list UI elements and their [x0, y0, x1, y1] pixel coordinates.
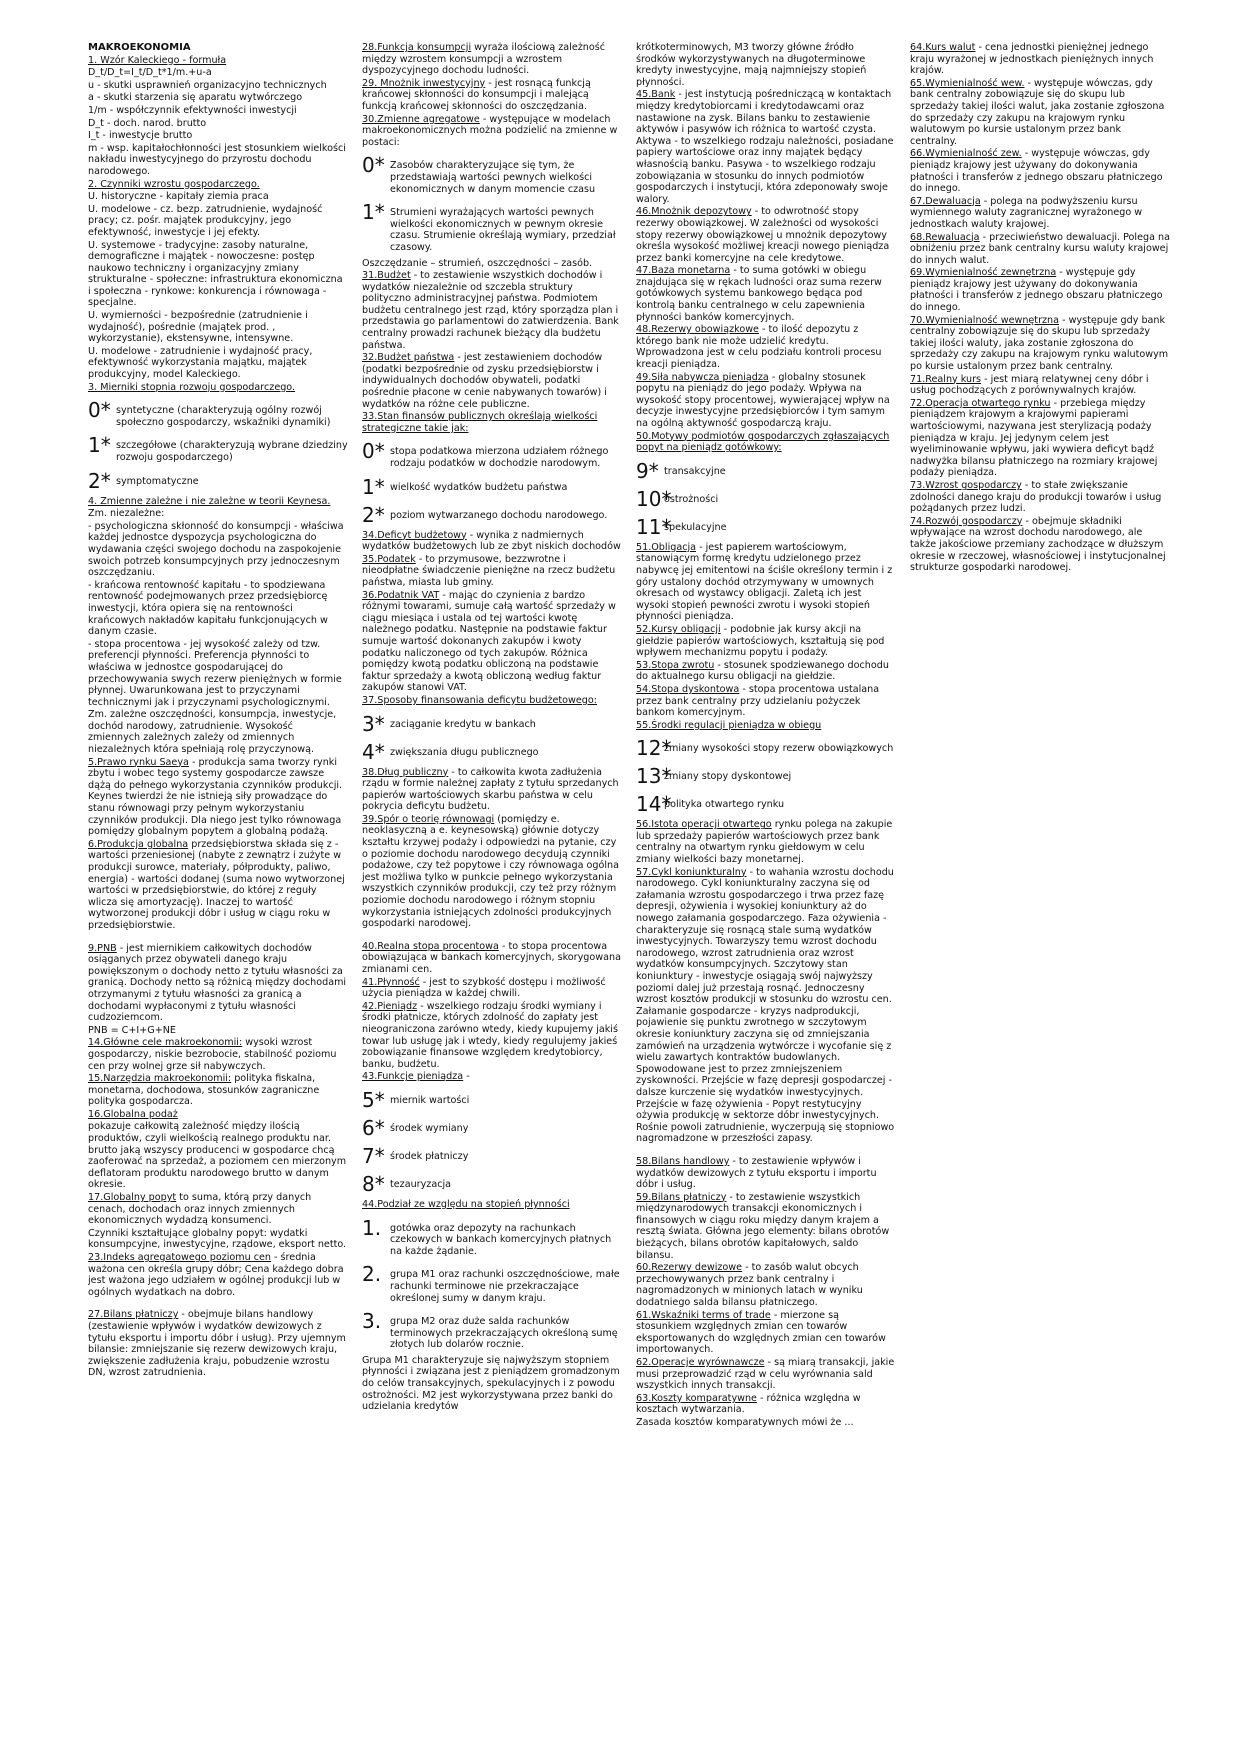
paragraph: [636, 324, 896, 370]
paragraph-text: - to stopa procentowa obowiązująca w bankach komercyjnych, skorygowana zmianami cen.: [362, 940, 621, 975]
enumerated-item: [88, 434, 348, 463]
section-heading: 65.Wymienialność wew.: [910, 77, 1025, 89]
section-heading: 32.Budżet państwa: [362, 352, 455, 364]
enumerated-item-text: Strumieni wyrażających wartości pewnych wielkości ekonomicznych w pewnym okresie czasu. Strumienie określają wymiary, przedział czasowy.: [390, 207, 616, 253]
enumerated-item: [362, 1173, 622, 1195]
enumerated-item-text: ostrożności: [664, 493, 719, 505]
paragraph-text: - to ilość depozytu z którego bank nie może udzielić kredytu. Wprowadzona jest w celu podziału kontroli procesu kreacji pieniądza.: [636, 324, 882, 371]
section-heading: 5.Prawo rynku Saeya: [88, 756, 189, 768]
paragraph: [88, 240, 348, 310]
paragraph-text: u - skutki usprawnień organizacyjno technicznych: [88, 79, 327, 91]
enumeration-marker: 1*: [362, 474, 385, 499]
enumeration-marker: 5*: [362, 1087, 385, 1112]
section-heading: 62.Operacje wyrównawcze: [636, 1357, 765, 1368]
paragraph: [362, 411, 622, 434]
column-3: [636, 42, 896, 1734]
enumeration-marker: 3*: [362, 711, 385, 736]
section-heading: 34.Deficyt budżetowy: [362, 529, 467, 541]
enumeration-marker: 6*: [362, 1115, 385, 1140]
enumerated-item-text: grupa M1 oraz rachunki oszczędnościowe, małe rachunki terminowe nie przekraczające określonej sumy w danym kraju.: [390, 1269, 620, 1304]
enumeration-marker: 0*: [362, 153, 385, 178]
paragraph: [636, 1192, 896, 1262]
paragraph: [88, 639, 348, 709]
paragraph-text: - to zestawienie wszystkich dochodów i wydatków niezależnie od szczebla struktury polityczno administracyjnej państwa. Podmiotem budżetu centralnego jest rząd, który sporządza plan i przedstawia go parlamentowi do zatwierdzenia. Bank centralny prowadzi rachunek bieżący dla budżetu państwa.: [362, 270, 619, 351]
section-heading: 37.Sposoby finansowania deficytu budżetowego:: [362, 694, 597, 706]
paragraph-text: - podobnie jak kursy akcji na giełdzie papierów wartościowych, kształtują się pod wpływem mechanizmu popytu i podaży.: [636, 623, 885, 659]
section-heading: 40.Realna stopa procentowa: [362, 940, 499, 952]
paragraph-text: U. historyczne - kapitały ziemia praca: [88, 191, 269, 203]
paragraph-text: - wszelkiego rodzaju środki wymiany i środki płatnicze, których zdolność do zapłaty jest nieograniczona zarówno wtedy, kiedy kupujemy jakiś towar lub usługę jak i wtedy, kiedy regulujemy jakieś zobowiązanie finansowe względem kredytobiorcy, banku, budżetu.: [362, 1000, 618, 1070]
section-heading: 30.Zmienne agregatowe: [362, 113, 480, 125]
section-heading: 2. Czynniki wzrostu gospodarczego.: [88, 178, 260, 190]
paragraph: [88, 839, 348, 932]
paragraph-text: - przebiega między pieniądzem krajowym a krajowymi papierami wartościowymi, nazywana jest sterylizacją podaży pieniądza w kraju. Jej jedynym celem jest wyeliminowanie wpływu, jaki wywiera deficyt bądź nadwyżka bilansu płatniczego na rozmiary krajowej podaży pieniądza.: [910, 397, 1158, 479]
column-1: [88, 42, 348, 1734]
paragraph: [636, 206, 896, 264]
paragraph-text: - różnica względna w kosztach wytwarzania.: [636, 1392, 861, 1416]
paragraph-text: - to zasób walut obcych przechowywanych przez bank centralny i nagromadzonych w minionych latach w wyniku dodatniego salda bilansu płatniczego.: [636, 1262, 863, 1309]
paragraph-text: - to suma gotówki w obiegu znajdująca się w rękach ludności oraz suma rezerw gotówkowych systemu bankowego będąca pod kontrolą banku centralnego w celu zapewnienia płynności banków komercyjnych.: [636, 265, 882, 323]
paragraph-text: - jest rosnącą funkcją krańcowej skłonności do konsumpcji i malejącą funkcją krańcowej skłonności do oszczędzania.: [362, 77, 591, 112]
section-heading: 9.PNB: [88, 942, 117, 954]
paragraph: [88, 1037, 348, 1072]
paragraph: [910, 267, 1170, 313]
paragraph: [88, 1252, 348, 1298]
enumerated-item: [362, 1263, 622, 1304]
paragraph: [636, 42, 896, 88]
paragraph-text: - jest miernikiem całkowitych dochodów osiąganych przez obywateli danego kraju powiększonym o dochody netto z tytułu własności za granicą. Dochody netto są różnicą między dochodami otrzymanymi z tytułu własności za granicą a dochodami wypłaconymi z tytułu własności cudzoziemcom.: [88, 942, 347, 1024]
section-heading: 64.Kurs walut: [910, 42, 976, 53]
paragraph-text: I_t - inwestycje brutto: [88, 130, 193, 142]
paragraph-text: - występujące w modelach makroekonomicznych można podzielić na zmienne w postaci:: [362, 113, 618, 148]
paragraph-text: - jest papierem wartościowym, stanowiącym formę kredytu udzielonego przez nabywcę jej emitentowi na ściśle określony termin i z góry ustalony dochód otrzymywany w umownych okresach od wystawcy obligacji. Zaletą ich jest wysoki stopień pewności zwrotu i wysoki stopień płynności pieniądza.: [636, 541, 893, 623]
enumerated-item-text: stopa podatkowa mierzona udziałem różnego rodzaju podatków w dochodzie narodowym.: [390, 446, 609, 469]
paragraph-text: - mając do czynienia z bardzo różnymi towarami, sumuje całą wartość sprzedaży w ciągu miesiąca i ustala od tej wartości kwotę należnego podatku. Następnie na podstawie faktur sumuje wartość dokonanych zakupów i kwoty podatku naliczonego od tych zakupów. Różnica pomiędzy kwotą podatku obliczoną na podstawie faktur sprzedaży a kwotą obliczoną według faktur zakupów stanowi VAT.: [362, 589, 616, 694]
paragraph: [88, 943, 348, 1024]
enumeration-marker: 2*: [362, 502, 385, 527]
paragraph-text: - występuje wówczas, gdy bank centralny zobowiązuje się do skupu lub sprzedaży takiej ilości walut, jaka zostanie zgłoszona do sprzedaży czy zakupu na krajowym rynku walutowym po kursie ustalonym przez bank centralny.: [910, 77, 1165, 147]
enumerated-item-text: tezauryzacja: [390, 1178, 452, 1190]
enumerated-item: [636, 737, 896, 759]
enumerated-item: [362, 1217, 622, 1258]
enumerated-item-text: środek wymiany: [390, 1122, 469, 1134]
paragraph: [88, 118, 348, 130]
enumerated-item-text: syntetyczne (charakteryzują ogólny rozwój społeczno gospodarczy, wskaźniki dynamiki): [116, 405, 331, 428]
paragraph: [362, 530, 622, 553]
enumerated-item-text: zwiększania długu publicznego: [390, 746, 539, 758]
paragraph: [910, 232, 1170, 267]
paragraph-text: -: [463, 1071, 470, 1083]
enumerated-item-text: zmiany wysokości stopy rezerw obowiązkowych: [664, 743, 894, 755]
column-2: [362, 42, 622, 1734]
enumerated-item-text: zaciąganie kredytu w bankach: [390, 718, 536, 730]
paragraph-text: - polega na podwyższeniu kursu wymiennego waluty zagranicznej wyrażonego w jednostkach waluty krajowej.: [910, 195, 1143, 230]
enumeration-marker: 0*: [88, 398, 111, 423]
paragraph: [362, 695, 622, 707]
paragraph: [88, 709, 348, 755]
paragraph: [88, 80, 348, 92]
enumerated-item-text: polityka otwartego rynku: [664, 799, 785, 811]
paragraph-text: - to stałe zwiększanie zdolności danego kraju do produkcji towarów i usług pożądanych przez ludzi.: [910, 479, 1162, 515]
section-heading: 31.Budżet: [362, 270, 411, 282]
paragraph-text: D_t/D_t=I_t/D_t*1/m.+u-a: [88, 67, 212, 79]
paragraph-text: - globalny stosunek popytu na pieniądz do jego podaży. Wpływa na wysokość stopy procentowej, wywierającej wpływ na decyzje inwestycyjne przedsiębiorców i tym samym na ogólną aktywność gospodarczą kraju.: [636, 371, 890, 429]
paragraph: [636, 1156, 896, 1191]
section-heading: 53.Stopa zwrotu: [636, 659, 715, 671]
enumeration-marker: 2*: [88, 468, 111, 493]
column-4: [910, 42, 1170, 1734]
paragraph: [636, 720, 896, 732]
enumerated-item: [362, 713, 622, 735]
section-heading: 39.Spór o teorię równowagi: [362, 813, 495, 825]
section-heading: 4. Zmienne zależne i nie zależne w teorii Keynesa.: [88, 495, 331, 507]
paragraph: [636, 684, 896, 719]
spacer: [636, 1146, 896, 1156]
section-heading: 55.Środki regulacji pieniądza w obiegu: [636, 719, 822, 731]
paragraph: [362, 1199, 622, 1211]
section-heading: 51.Obligacja: [636, 541, 697, 553]
section-heading: 35.Podatek: [362, 553, 416, 565]
enumerated-item-text: grupa M2 oraz duże salda rachunków terminowych przekraczających określoną sumę złotych lub dolarów rocznie.: [390, 1316, 618, 1351]
paragraph: [636, 372, 896, 430]
section-heading: 33.Stan finansów publicznych określają wielkości strategiczne takie jak:: [362, 411, 598, 434]
paragraph-text: - psychologiczna skłonność do konsumpcji - właściwa każdej jednostce dyspozycja psychologiczna do wydawania części swojego dochodu na zaspokojenie swoich potrzeb konsumpcyjnych przy jednoczesnym oszczędzaniu.: [88, 520, 344, 579]
enumerated-item: [88, 470, 348, 492]
paragraph: [88, 1192, 348, 1227]
paragraph: [362, 258, 622, 270]
enumerated-item-text: gotówka oraz depozyty na rachunkach czekowych w bankach komercyjnych płatnych na każde żądanie.: [390, 1222, 612, 1257]
enumeration-marker: 7*: [362, 1143, 385, 1168]
paragraph: [88, 757, 348, 838]
paragraph-text: - to wahania wzrostu dochodu narodowego. Cykl koniunkturalny zaczyna się od załamania wzrostu gospodarczego i trwa przez fazę depresji, ożywienia i wysokiej koniunktury aż do nowego załamania gospodarczego. Faza ożywienia - charakteryzuje się rosnącą stale sumą wydatków inwestycyjnych. Towarzyszy temu wzrost dochodu narodowego, wzrost zatrudnienia oraz wzrost wydatków konsumpcyjnych. Szczytowy stan koniunktury - inwestycje osiągają swój najwyższy poziomi dalej już przestają rosnąć. Jednoczesny wzrost kosztów produkcji w stosunku do wzrostu cen. Załamanie gospodarcze - kryzys nadprodukcji, pojawienie się punktu zwrotnego w szczytowym okresie koniunktury zaczyna się od zmniejszania zamówień na urządzenia wytwórcze i wycofanie się z wielu zawartych kontraktów budowlanych. Spowodowane jest to przez zmniejszeniem zyskowności. Przejście w fazę depresji gospodarczej - dalsze kurczenie się wydatków inwestycyjnych. Przejście w fazę ożywienia - Popyt restytucyjny ożywia produkcję w sektorze dóbr inwestycyjnych. Rośnie powoli zatrudnienie, wyczerpują się stopniowo nagromadzone w przeszłości zapasy.: [636, 866, 895, 1145]
enumerated-item: [362, 154, 622, 195]
paragraph: [362, 1071, 622, 1083]
paragraph-text: - przeciwieństwo dewaluacji. Polega na obniżeniu przez bank centralny kursu waluty krajowej do innych walut.: [910, 231, 1170, 266]
paragraph: [636, 1310, 896, 1356]
section-heading: 29. Mnożnik inwestycyjny: [362, 77, 486, 89]
paragraph: [636, 1393, 896, 1416]
paragraph-text: - stopa procentowa - jej wysokość zależy od tzw. preferencji płynności. Preferencja płynności to właściwa w jednostce gospodarującej do przechowywania swych rezerw pieniężnych w formie płynnej. Uwarunkowana jest to przyczynami technicznymi jak i przyczynami psychologicznymi.: [88, 638, 342, 708]
section-heading: 15.Narzędzia makroekonomii:: [88, 1073, 232, 1085]
enumeration-marker: 12*: [636, 736, 672, 761]
section-heading: 43.Funkcje pieniądza: [362, 1071, 464, 1083]
enumeration-marker: 8*: [362, 1171, 385, 1196]
paragraph-text: polityka fiskalna, monetarna, dochodowa, stosunków zagraniczne polityka gospodarcza.: [88, 1073, 320, 1108]
paragraph-text: - produkcja sama tworzy rynki zbytu i wobec tego systemy gospodarcze zawsze dążą do pełnego wykorzystania czynników produkcji. Keynes twierdzi że nie istnieją siły prowadzące do stanu równowagi przy pełnym wykorzystaniu czynników produkcji. Dla niego jest tylko równowaga pomiędzy globalnym popytem a globalną podażą.: [88, 756, 343, 838]
enumerated-item-text: miernik wartości: [390, 1094, 470, 1106]
paragraph: [910, 480, 1170, 515]
enumeration-marker: 1*: [88, 433, 111, 458]
enumerated-item-text: szczegółowe (charakteryzują wybrane dziedziny rozwoju gospodarczego): [116, 440, 348, 463]
paragraph: [362, 554, 622, 589]
enumerated-item: [636, 516, 896, 538]
paragraph-text: Zasada kosztów komparatywnych mówi że ...: [636, 1416, 854, 1428]
paragraph: [88, 92, 348, 104]
enumeration-marker: 13*: [636, 764, 672, 789]
paragraph: [636, 265, 896, 323]
paragraph-text: - wynika z nadmiernych wydatków budżetowych lub ze zbyt niskich dochodów: [362, 529, 621, 553]
paragraph: [636, 542, 896, 623]
paragraph: [88, 204, 348, 239]
section-heading: 50.Motywy podmiotów gospodarczych zgłaszających popyt na pieniądz gotówkowy:: [636, 430, 890, 454]
section-heading: 17.Globalny popyt: [88, 1192, 177, 1204]
section-heading: 14.Główne cele makroekonomii:: [88, 1037, 243, 1049]
paragraph: [88, 310, 348, 345]
section-heading: 44.Podział ze względu na stopień płynności: [362, 1198, 570, 1210]
paragraph-text: Oszczędzanie – strumień, oszczędności – zasób.: [362, 257, 593, 269]
section-heading: 6.Produkcja globalna: [88, 838, 189, 850]
paragraph: [636, 1262, 896, 1308]
enumerated-item-text: środek płatniczy: [390, 1150, 469, 1162]
paragraph-text: - stopa procentowa ustalana przez bank centralny przy udzielaniu pożyczek bankom komercyjnym.: [636, 683, 880, 719]
paragraph: [362, 590, 622, 694]
section-heading: 42.Pieniądz: [362, 1000, 418, 1012]
paragraph: [88, 1121, 348, 1191]
enumeration-marker: 1.: [362, 1215, 382, 1240]
paragraph-text: Czynniki kształtujące globalny popyt: wydatki konsumpcyjne, inwestycyjne, rządowe, eksport netto.: [88, 1227, 347, 1251]
paragraph-text: - jest instytucją pośredniczącą w kontaktach między kredytobiorcami i kredytodawcami oraz nastawione na zysk. Bilans banku to zestawienie aktywów i pasywów ich różnica to wartość czysta. Aktywa - to wszelkiego rodzaju należności, posiadane papiery wartościowe oraz inny majątek będący własnością banku. Pasywa - to wszelkiego rodzaju zobowiązania w stosunku do innych podmiotów gospodarczych i instytucji, która zdeponowały swoje walory.: [636, 89, 894, 205]
section-heading: 49.Siła nabywcza pieniądza: [636, 371, 769, 383]
paragraph: [636, 867, 896, 1145]
paragraph-text: U. systemowe - tradycyjne: zasoby naturalne, demograficzne i majątek - nowoczesne: postęp naukowo techniczny i organizacyjny zmiany strukturalne - społeczne: infrastruktura ekonomiczna i społeczna - rynkowe: konkurencja i równowaga - specjalne.: [88, 239, 343, 309]
enumerated-item: [362, 1089, 622, 1111]
paragraph: [362, 814, 622, 930]
section-heading: 67.Dewaluacja: [910, 195, 981, 207]
section-heading: 70.Wymienialność wewnętrzna: [910, 314, 1060, 326]
paragraph-text: D_t - doch. narod. brutto: [88, 117, 207, 129]
paragraph-text: Grupa M1 charakteryzuje się najwyższym stopniem płynności i związana jest z pieniądzem gromadzonym do celów transakcyjnych, spekulacyjnych i z powodu ostrożności. M2 jest wykorzystywana przez banki do udzielania kredytów: [362, 1354, 620, 1413]
section-heading: 28.Funkcja konsumpcji: [362, 42, 472, 53]
section-heading: 3. Mierniki stopnia rozwoju gospodarczego.: [88, 381, 296, 393]
paragraph: [636, 1417, 896, 1429]
paragraph-text: PNB = C+I+G+NE: [88, 1024, 176, 1036]
paragraph-text: (pomiędzy e. neoklasyczną a e. keynesowską) głównie dotyczy kształtu krzywej podaży i odpowiedzi na pytanie, czy o poziomie dochodu narodowego decydują czynniki podażowe, czy też popytowe i czy równowaga ogólna jest możliwa tylko w punkcie pełnego wykorzystania wszystkich czynników produkcji, czy też przy różnym poziomie dochodu narodowego i różnym stopniu wykorzystania istniejących zdolności produkcyjnych gospodarki narodowej.: [362, 813, 619, 930]
paragraph: [636, 89, 896, 205]
paragraph: [636, 624, 896, 659]
enumerated-item: [362, 504, 622, 526]
spacer: [88, 933, 348, 943]
paragraph-text: krótkoterminowych, M3 tworzy główne źródło środków wykorzystywanych na długoterminowe kredyty inwestycyjne, mają najmniejszy stopień płynności.: [636, 42, 867, 88]
enumerated-item: [362, 1117, 622, 1139]
paragraph-text: a - skutki starzenia się aparatu wytwórczego: [88, 92, 303, 104]
enumerated-item: [362, 201, 622, 253]
enumerated-item: [636, 765, 896, 787]
paragraph-text: wyraża ilościową zależność między wzrostem konsumpcji a wzrostem dyspozycyjnego dochodu ludności.: [362, 42, 606, 77]
enumeration-marker: 14*: [636, 792, 672, 817]
section-heading: 74.Rozwój gospodarczy: [910, 515, 1023, 527]
section-heading: 48.Rezerwy obowiązkowe: [636, 324, 759, 336]
paragraph-text: - występuje wówczas, gdy pieniądz krajowy jest używany do dokonywania płatności i transferów z jednego obszaru płatniczego do innego.: [910, 148, 1163, 195]
paragraph: [636, 431, 896, 454]
paragraph: [88, 1025, 348, 1037]
paragraph-text: rynku polega na zakupie lub sprzedaży papierów wartościowych przez bank centralny na otwartym rynku giełdowym w celu zmiany wielkości bazy monetarnej.: [636, 819, 893, 866]
enumeration-marker: 11*: [636, 514, 672, 539]
section-heading: 47.Baza monetarna: [636, 265, 731, 277]
paragraph-text: - jest miarą relatywnej ceny dóbr i usług pochodzących z porównywalnych krajów.: [910, 373, 1149, 397]
paragraph: [362, 42, 622, 77]
paragraph: [88, 55, 348, 67]
section-heading: 56.Istota operacji otwartego: [636, 819, 772, 831]
paragraph: [88, 191, 348, 203]
paragraph: [910, 42, 1170, 77]
enumeration-marker: 2.: [362, 1262, 382, 1287]
enumerated-item: [636, 488, 896, 510]
section-heading: 71.Realny kurs: [910, 373, 982, 385]
enumerated-item: [88, 399, 348, 428]
paragraph: [910, 398, 1170, 479]
paragraph: [88, 508, 348, 520]
paragraph-text: - występuje gdy bank centralny zobowiązuje się do skupu lub sprzedaży takiej ilości waluty, jaka zostanie zgłoszona do sprzedaży czy zakupu na krajowym rynku walutowym po kursie ustalonym przez bank centralny.: [910, 314, 1169, 373]
enumerated-item-text: transakcyjne: [664, 465, 726, 477]
paragraph-text: U. modelowe - zatrudnienie i wydajność pracy, efektywność wykorzystania majątku, majątek produkcyjny, model Kaleckiego.: [88, 345, 313, 381]
section-heading: 23.Indeks agregatowego poziomu cen: [88, 1252, 271, 1263]
paragraph: [362, 270, 622, 351]
section-heading: 72.Operacja otwartego rynku: [910, 397, 1051, 409]
paragraph: [910, 374, 1170, 397]
paragraph-text: pokazuje całkowitą zależność między ilością produktów, czyli wielkością realnego produktu nar. brutto jaką wszyscy producenci w gospodarce chcą zaoferować na sprzedaż, a poziomem cen mierzonym deflatoram produktu narodowego brutto w danym okresie.: [88, 1121, 347, 1191]
paragraph-text: - mierzone są stosunkiem względnych zmian cen towarów eksportowanych do względnych zmian cen towarów importowanych.: [636, 1309, 886, 1356]
section-heading: 59.Bilans płatniczy: [636, 1191, 727, 1203]
spacer: [88, 1299, 348, 1309]
paragraph-text: Zm. zależne oszczędności, konsumpcja, inwestycje, dochód narodowy, zatrudnienie. Wysokość zmiennych zależnych zależy od zmiennych niezależnych która spełniają rolę przyczynową.: [88, 709, 337, 756]
paragraph: [362, 941, 622, 976]
paragraph-text: U. modelowe - cz. bezp. zatrudnienie, wydajność pracy; cz. pośr. majątek produkcyjny, jego efektywność, inwestycje i jej efekty.: [88, 203, 323, 238]
paragraph-text: U. wymierności - bezpośrednie (zatrudnienie i wydajność), pośrednie (majątek prod. , wykorzystanie), ekstensywne, intensywne.: [88, 310, 308, 345]
section-heading: 68.Rewaluacja: [910, 231, 980, 243]
enumerated-item: [636, 793, 896, 815]
section-heading: 57.Cykl koniunkturalny: [636, 866, 747, 878]
paragraph: [910, 78, 1170, 148]
paragraph: [88, 179, 348, 191]
paragraph: [88, 143, 348, 178]
section-heading: 58.Bilans handlowy: [636, 1155, 730, 1167]
paragraph: [88, 580, 348, 638]
enumerated-item-text: poziom wytwarzanego dochodu narodowego.: [390, 509, 608, 521]
document-title: MAKROEKONOMIA: [88, 42, 191, 53]
paragraph: [88, 346, 348, 381]
paragraph: [362, 977, 622, 1000]
enumerated-item-text: Zasobów charakteryzujące się tym, że przedstawiają wartości pewnych wielkości ekonomicznych w danym momencie czasu: [390, 160, 596, 195]
paragraph-text: - stosunek spodziewanego dochodu do aktualnego kursu obligacji na giełdzie.: [636, 659, 889, 683]
section-heading: 45.Bank: [636, 89, 676, 101]
paragraph: [88, 1228, 348, 1251]
paragraph: [362, 352, 622, 410]
paragraph-text: Zm. niezależne:: [88, 508, 165, 520]
paragraph: [362, 1001, 622, 1071]
section-heading: 60.Rezerwy dewizowe: [636, 1262, 743, 1274]
paragraph-text: - krańcowa rentowność kapitału - to spodziewana rentowność podejmowanych przez przedsiębiorcę inwestycji, która opiera się na rentowności krańcowych nakładów kapitału funkcjonujących w danym czasie.: [88, 579, 328, 638]
paragraph: [910, 516, 1170, 574]
section-heading: 61.Wskaźniki terms of trade: [636, 1309, 771, 1321]
section-heading: 66.Wymienialność zew.: [910, 148, 1022, 160]
spacer: [362, 931, 622, 941]
paragraph-text: - średnia ważona cen określa grupy dóbr; Cena każdego dobra jest ważona jego udziałem w ogólnej produkcji lub w ogólnych wydatkach na dobro.: [88, 1252, 344, 1298]
paragraph-text: 1/m - współczynnik efektywności inwestycji: [88, 104, 297, 116]
enumerated-item: [362, 476, 622, 498]
paragraph: [910, 148, 1170, 194]
section-heading: 36.Podatnik VAT: [362, 589, 440, 601]
paragraph-text: - to zestawienie wpływów i wydatków dewizowych z tytułu eksportu i importu dóbr i usług.: [636, 1155, 877, 1191]
paragraph: [362, 78, 622, 113]
paragraph-text: - to zestawienie wszystkich międzynarodowych transakcji ekonomicznych i finansowych w ciągu roku między danym krajem a resztą świata. Główna jego elementy: bilans obrotów bieżących, bilans obrotów kapitałowych, saldo bilansu.: [636, 1191, 890, 1261]
paragraph-text: to suma, którą przy danych cenach, dochodach oraz innych zmiennych ekonomicznych wydadzą konsumenci.: [88, 1192, 312, 1227]
paragraph-text: - to całkowita kwota zadłużenia rządu w formie należnej zapłaty z tytułu sprzedanych papierów wartościowych skarbu państwa w celu pokrycia deficytu budżetu.: [362, 766, 619, 813]
section-heading: 52.Kursy obligacji: [636, 623, 721, 635]
paragraph: [910, 315, 1170, 373]
paragraph: [88, 1073, 348, 1108]
enumerated-item: [636, 460, 896, 482]
paragraph: [636, 819, 896, 865]
paragraph-text: - obejmuje składniki wpływające na wzrost dochodu narodowego, ale także jakościowe przemiany zachodzące w dłuższym okresie w rzeczowej, własnościowej i instytucjonalnej strukturze gospodarki narodowej.: [910, 515, 1166, 574]
paragraph: [88, 130, 348, 142]
section-heading: 16.Globalna podaż: [88, 1108, 178, 1120]
paragraph: [88, 382, 348, 394]
paragraph: [88, 105, 348, 117]
enumeration-marker: 10*: [636, 486, 672, 511]
enumeration-marker: 4*: [362, 739, 385, 764]
enumerated-item-text: symptomatyczne: [116, 475, 199, 487]
paragraph-text: - są miarą transakcji, jakie musi przeprowadzić rząd w celu wyrównania sald wszystkich innych transakcji.: [636, 1357, 895, 1392]
paragraph: [88, 1309, 348, 1379]
section-heading: 41.Płynność: [362, 976, 420, 988]
paragraph: [362, 1355, 622, 1413]
paragraph-text: - to odwrotność stopy rezerwy obowiązkowej. W zależności od wysokości stopy rezerwy obowiązkowej u mnożnik depozytowy określa wysokość możliwej kreacji nowego pieniądza przez banki komercyjne na cele kredytowe.: [636, 206, 890, 264]
paragraph: [88, 496, 348, 508]
paragraph-text: - cena jednostki pieniężnej jednego kraju wyrażonej w jednostkach pieniężnych innych krajów.: [910, 42, 1154, 77]
section-heading: 73.Wzrost gospodarczy: [910, 479, 1022, 491]
paragraph-text: przedsiębiorstwa składa się z - wartości przeniesionej (nabyte z zewnątrz i zużyte w produkcji surowce, materiały, półprodukty, paliwo, energia) - wartości dodanej (suma nowo wytworzonej wartości w przedsiębiorstwie, do której z reguły wlicza się amortyzację). Inaczej to wartość wytworzonej produkcji dóbr i usług w ciągu roku w przedsiębiorstwie.: [88, 838, 345, 931]
enumerated-item-text: wielkość wydatków budżetu państwa: [390, 481, 568, 493]
paragraph-text: - obejmuje bilans handlowy (zestawienie wpływów i wydatków dewizowych z tytułu eksportu i importu dóbr i usług). Przy ujemnym bilansie: zmniejszanie się rezerw dewizowych kraju, zwiększenie zadłużenia kraju, pobudzenie wzrostu DN, wzrost zatrudnienia.: [88, 1309, 346, 1379]
enumeration-marker: 3.: [362, 1309, 382, 1334]
enumerated-item: [362, 440, 622, 469]
enumerated-item: [362, 1310, 622, 1351]
paragraph: [362, 767, 622, 813]
enumerated-item: [362, 741, 622, 763]
paragraph: [362, 114, 622, 149]
paragraph-text: - jest to szybkość dostępu i możliwość użycia pieniądza w każdej chwili.: [362, 976, 606, 1000]
paragraph-text: - występuje gdy pieniądz krajowy jest używany do dokonywania płatności i transferów z jednego obszaru płatniczego do innego.: [910, 267, 1163, 314]
paragraph-text: m - wsp. kapitałochłonności jest stosunkiem wielkości nakładu inwestycyjnego do przyrostu dochodu narodowego.: [88, 142, 346, 177]
paragraph-text: wysoki wzrost gospodarczy, niskie bezrobocie, stabilność poziomu cen przy wolnej grze sił nabywczych.: [88, 1037, 337, 1072]
section-heading: 1. Wzór Kaleckiego - formuła: [88, 54, 227, 66]
paragraph-text: - jest zestawieniem dochodów (podatki bezpośrednie od zysku przedsiębiorstw i indywidualnych dochodów obywateli, podatki pośrednie płacone w cenie nabywanych towarów) i wydatków na różne cele publiczne.: [362, 352, 607, 410]
section-heading: 63.Koszty komparatywne: [636, 1392, 757, 1404]
paragraph: [910, 196, 1170, 231]
paragraph: [636, 1357, 896, 1392]
enumeration-marker: 0*: [362, 439, 385, 464]
section-heading: 69.Wymienialność zewnętrzna: [910, 267, 1057, 279]
paragraph: [88, 1109, 348, 1121]
paragraph-text: - to przymusowe, bezzwrotne i nieodpłatne świadczenie pieniężne na rzecz budżetu państwa, miasta lub gminy.: [362, 553, 616, 588]
paragraph: [636, 660, 896, 683]
paragraph: [88, 67, 348, 79]
section-heading: 54.Stopa dyskontowa: [636, 683, 740, 695]
enumeration-marker: 1*: [362, 200, 385, 225]
enumerated-item-text: spekulacyjne: [664, 521, 727, 533]
enumeration-marker: 9*: [636, 458, 659, 483]
section-heading: 27.Bilans płatniczy: [88, 1309, 179, 1321]
section-heading: 38.Dług publiczny: [362, 766, 449, 778]
section-heading: 46.Mnożnik depozytowy: [636, 206, 752, 218]
paragraph: [88, 521, 348, 579]
enumerated-item: [362, 1145, 622, 1167]
enumerated-item-text: zmiany stopy dyskontowej: [664, 771, 792, 783]
